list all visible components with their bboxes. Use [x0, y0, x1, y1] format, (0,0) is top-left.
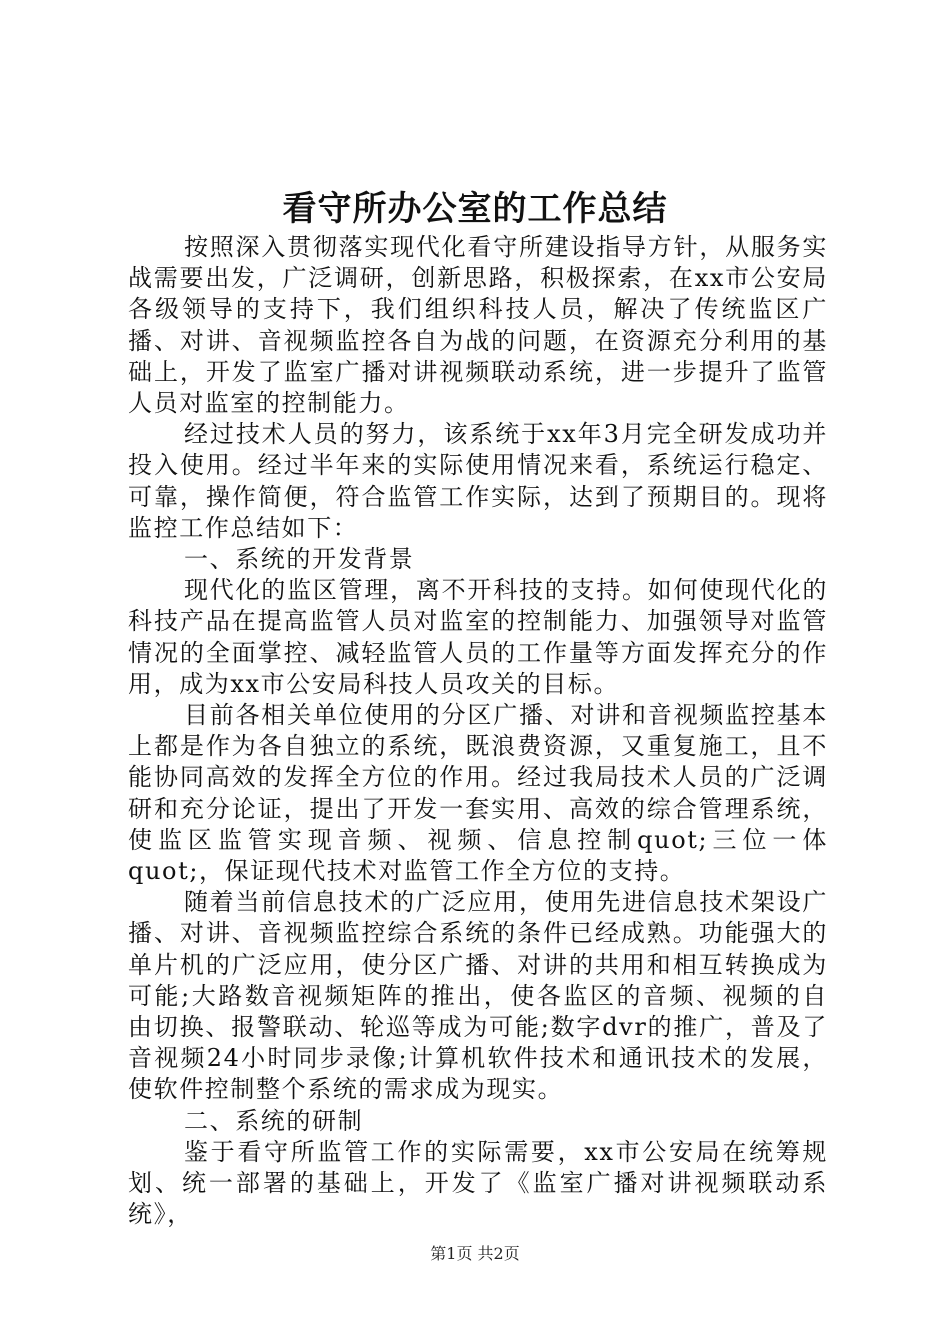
section-heading-background: 一、系统的开发背景: [184, 545, 415, 574]
paragraph-background-1: 现代化的监区管理，离不开科技的支持。如何使现代化的科技产品在提高监管人员对监室的控制能力、加强领导对监管情况的全面掌控、减轻监管人员的工作量等方面发挥充分的作用，成为xx市公安局科技人员攻关的目标。: [128, 576, 828, 698]
paragraph-intro: 按照深入贯彻落实现代化看守所建设指导方针，从服务实战需要出发，广泛调研，创新思路，积极探索，在xx市公安局各级领导的支持下，我们组织科技人员，解决了传统监区广播、对讲、音视频监控各自为战的问题，在资源充分利用的基础上，开发了监室广播对讲视频联动系统，进一步提升了监管人员对监室的控制能力。: [128, 233, 828, 418]
paragraph-background-2: 目前各相关单位使用的分区广播、对讲和音视频监控基本上都是作为各自独立的系统，既浪费资源，又重复施工，且不能协同高效的发挥全方位的作用。经过我局技术人员的广泛调研和充分论证，提出了开发一套实用、高效的综合管理系统，使监区监管实现音频、视频、信息控制quot;三位一体quot;，保证现代技术对监管工作全方位的支持。: [128, 701, 828, 886]
paragraph-background-3: 随着当前信息技术的广泛应用，使用先进信息技术架设广播、对讲、音视频监控综合系统的条件已经成熟。功能强大的单片机的广泛应用，使分区广播、对讲的共用和相互转换成为可能;大路数音视频矩阵的推出，使各监区的音频、视频的自由切换、报警联动、轮巡等成为可能;数字dvr的推广，普及了音视频24小时同步录像;计算机软件技术和通讯技术的发展，使软件控制整个系统的需求成为现实。: [128, 888, 828, 1104]
document-body: [128, 232, 828, 1231]
section-heading-development: 二、系统的研制: [184, 1106, 364, 1135]
paragraph-development-1: 鉴于看守所监管工作的实际需要，xx市公安局在统筹规划、统一部署的基础上，开发了《监室广播对讲视频联动系统》，: [128, 1137, 828, 1229]
document-title: 看守所办公室的工作总结: [282, 189, 668, 229]
page-number-footer: 第1页 共2页: [430, 1244, 520, 1263]
paragraph-summary: 经过技术人员的努力，该系统于xx年3月完全研发成功并投入使用。经过半年来的实际使用情况来看，系统运行稳定、可靠，操作简便，符合监管工作实际，达到了预期目的。现将监控工作总结如下：: [128, 420, 828, 542]
